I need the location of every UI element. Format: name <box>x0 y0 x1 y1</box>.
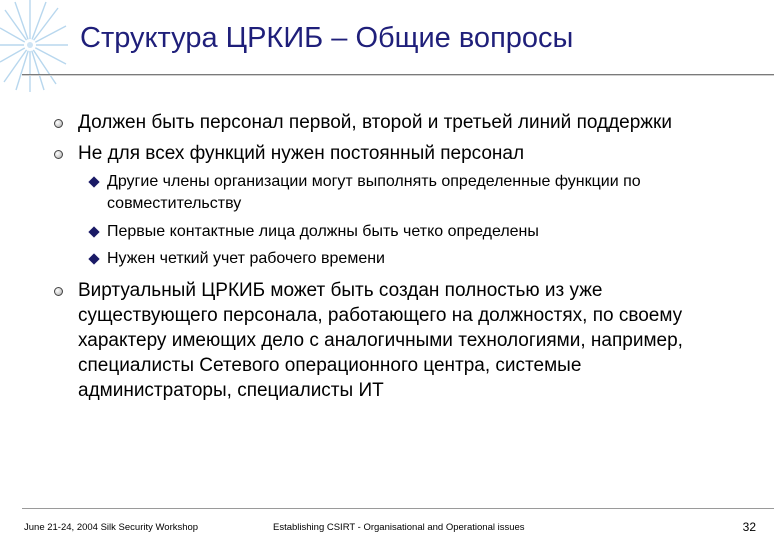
footer-event: June 21-24, 2004 Silk Security Workshop <box>24 522 199 533</box>
sub-bullet-text: Другие члены организации могут выполнять определенные функции по <box>107 173 641 190</box>
bullet-icon <box>54 150 63 159</box>
title-divider <box>22 74 774 75</box>
page-number: 32 <box>742 520 756 534</box>
bullet-text: администраторы, специалисты ИТ <box>78 380 384 401</box>
diamond-bullet-icon <box>88 226 99 237</box>
bullet-icon <box>54 287 63 296</box>
bullet-text: Не для всех функций нужен постоянный персонал <box>78 143 525 164</box>
bullet-text: Виртуальный ЦРКИБ может быть создан полностью из уже <box>78 280 603 301</box>
bullet-text: Должен быть персонал первой, второй и третьей линий поддержки <box>78 112 672 133</box>
diamond-bullet-icon <box>88 176 99 187</box>
footer-topic: Establishing CSIRT - Organisational and Operational issues <box>273 522 525 533</box>
bullet-text: специалисты Сетевого операционного центра, системые <box>78 355 582 376</box>
slide-title: Структура ЦРКИБ – Общие вопросы <box>80 22 574 54</box>
sub-bullet-text: Первые контактные лица должны быть четко определены <box>107 223 539 240</box>
sub-bullet-text: совместительству <box>107 195 242 212</box>
bullet-text: характеру имеющих дело с аналогичными технологиями, например, <box>78 330 683 351</box>
sub-bullet-text: Нужен четкий учет рабочего времени <box>107 250 385 267</box>
footer-divider <box>22 508 774 509</box>
bullet-icon <box>54 119 63 128</box>
starburst-logo-icon <box>0 0 70 95</box>
diamond-bullet-icon <box>88 253 99 264</box>
bullet-text: существующего персонала, работающего на должностях, по своему <box>78 305 683 326</box>
